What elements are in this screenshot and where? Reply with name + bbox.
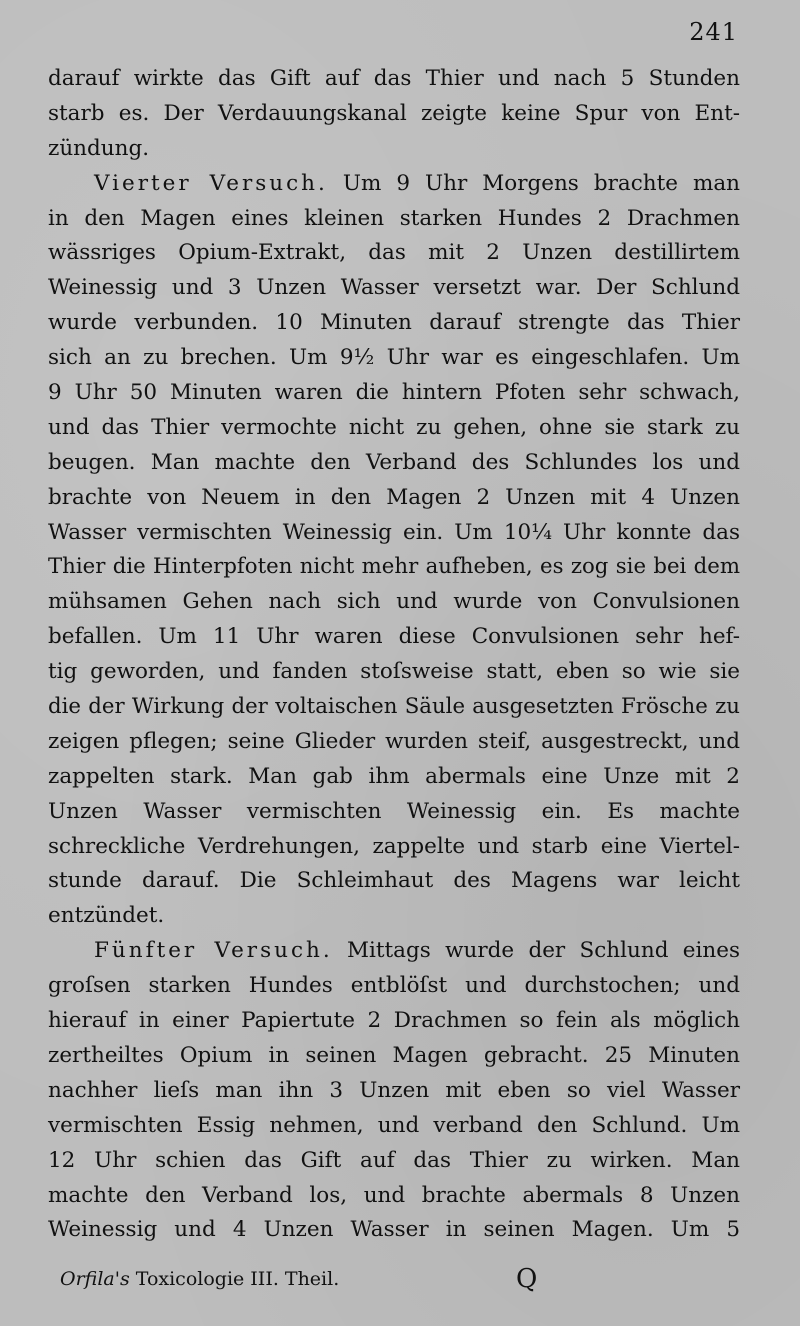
- section-heading: Vierter Versuch.: [94, 170, 328, 196]
- footer-title: Toxicologie III. Theil.: [129, 1268, 340, 1290]
- signature-mark: Q: [516, 1264, 538, 1294]
- text-line: Wasser vermischten Weinessig ein. Um 10¼ Uhr konnte das: [48, 519, 740, 545]
- text-line: zappelten stark. Man gab ihm abermals eine Unze mit 2: [48, 763, 740, 789]
- text-line: sich an zu brechen. Um 9½ Uhr war es eingeschlafen. Um: [48, 345, 740, 371]
- text-line: mühsamen Gehen nach sich und wurde von Convulsionen: [48, 589, 740, 615]
- text-line: tig geworden, und fanden stoſsweise statt, eben so wie sie: [48, 659, 740, 685]
- footer-author: Orfila's: [60, 1268, 130, 1290]
- running-footer: [60, 1268, 339, 1290]
- section-heading-line: Vierter Versuch. Um 9 Uhr Morgens brachte man: [94, 170, 740, 196]
- text-line: Weinessig und 3 Unzen Wasser versetzt war. Der Schlund: [48, 275, 740, 301]
- text-line: vermischten Essig nehmen, und verband den Schlund. Um: [48, 1112, 740, 1138]
- text-line: Unzen Wasser vermischten Weinessig ein. Es machte: [48, 798, 740, 824]
- text-line: in den Magen eines kleinen starken Hundes 2 Drachmen: [48, 205, 740, 231]
- text-line: Weinessig und 4 Unzen Wasser in seinen Magen. Um 5: [48, 1217, 740, 1243]
- text-line: zertheiltes Opium in seinen Magen gebracht. 25 Minuten: [48, 1042, 740, 1068]
- text-line: hierauf in einer Papiertute 2 Drachmen so fein als möglich: [48, 1008, 740, 1034]
- text-line: befallen. Um 11 Uhr waren diese Convulsionen sehr hef-: [48, 624, 740, 650]
- section-heading-line: Fünfter Versuch. Mittags wurde der Schlund eines: [94, 938, 740, 964]
- text-line: schreckliche Verdrehungen, zappelte und starb eine Viertel-: [48, 833, 740, 859]
- text-line: groſsen starken Hundes entblöſst und durchstochen; und: [48, 973, 740, 999]
- text-line: brachte von Neuem in den Magen 2 Unzen mit 4 Unzen: [48, 484, 740, 510]
- text-line: wurde verbunden. 10 Minuten darauf strengte das Thier: [48, 310, 740, 336]
- text-line: beugen. Man machte den Verband des Schlundes los und: [48, 449, 740, 475]
- text-line: darauf wirkte das Gift auf das Thier und nach 5 Stunden: [48, 66, 740, 91]
- text-line: wässriges Opium-Extrakt, das mit 2 Unzen destillirtem: [48, 240, 740, 266]
- text-line: stunde darauf. Die Schleimhaut des Magens war leicht: [48, 868, 740, 894]
- text-line: nachher lieſs man ihn 3 Unzen mit eben so viel Wasser: [48, 1077, 740, 1103]
- text-line: Thier die Hinterpfoten nicht mehr aufheben, es zog sie bei dem: [48, 554, 740, 580]
- body-text: [48, 62, 740, 1248]
- text-line: 12 Uhr schien das Gift auf das Thier zu wirken. Man: [48, 1147, 740, 1173]
- text-line: die der Wirkung der voltaischen Säule ausgesetzten Frösche zu: [48, 694, 740, 720]
- text-line: machte den Verband los, und brachte abermals 8 Unzen: [48, 1182, 740, 1208]
- text-line: zeigen pflegen; seine Glieder wurden steif, ausgestreckt, und: [48, 728, 740, 754]
- text-line: starb es. Der Verdauungskanal zeigte keine Spur von Ent-: [48, 100, 740, 126]
- text-line: entzündet.: [48, 903, 165, 929]
- text-line: 9 Uhr 50 Minuten waren die hintern Pfoten sehr schwach,: [48, 380, 740, 406]
- section-heading: Fünfter Versuch.: [94, 938, 333, 964]
- text-line: und das Thier vermochte nicht zu gehen, ohne sie stark zu: [48, 414, 740, 440]
- page-number: 241: [689, 18, 738, 46]
- text-line: zündung.: [48, 135, 150, 161]
- page-footer: [60, 1264, 740, 1298]
